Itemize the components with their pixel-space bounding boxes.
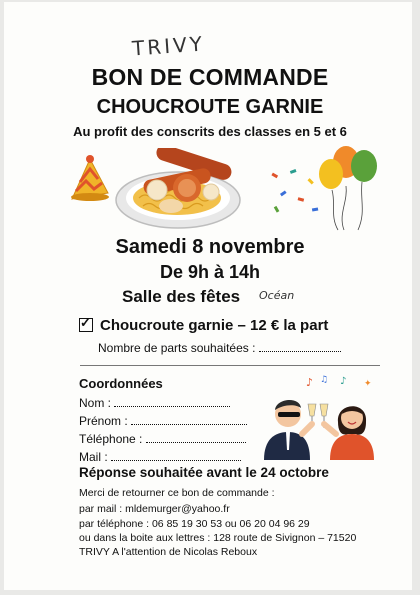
- name-field[interactable]: [79, 396, 230, 410]
- reply-line-3: par téléphone : 06 85 19 30 53 ou 06 20 04 96 29: [79, 518, 310, 530]
- tagline: Au profit des conscrits des classes en 5 et 6: [73, 124, 347, 139]
- toasting-couple-icon: [256, 374, 386, 460]
- event-hours: De 9h à 14h: [159, 262, 261, 282]
- parts-input-line[interactable]: [259, 351, 341, 352]
- reply-line-2: par mail : mldemurger@yahoo.fr: [79, 503, 230, 515]
- name-label: Nom :: [79, 396, 112, 410]
- reply-heading: Réponse souhaitée avant le 24 octobre: [79, 465, 329, 480]
- svg-text:♫: ♫: [320, 375, 329, 385]
- mail-label: Mail :: [79, 450, 108, 464]
- firstname-field[interactable]: [79, 414, 247, 428]
- reply-line-1: Merci de retourner ce bon de commande :: [79, 487, 275, 499]
- parts-label: Nombre de parts souhaitées :: [98, 341, 256, 355]
- parts-field[interactable]: [98, 341, 341, 355]
- firstname-label: Prénom :: [79, 414, 128, 428]
- svg-text:✦: ✦: [364, 379, 372, 389]
- page-subtitle: CHOUCROUTE GARNIE: [96, 96, 324, 118]
- choucroute-plate-icon: [113, 148, 243, 232]
- reply-line-4: ou dans la boite aux lettres : 128 route de Sivignon – 71520: [79, 532, 357, 544]
- handwritten-town: TRIVY: [131, 31, 206, 61]
- page-title: BON DE COMMANDE: [91, 64, 329, 90]
- svg-text:♪: ♪: [306, 376, 314, 389]
- check-icon: ✓: [80, 315, 91, 330]
- mail-input-line[interactable]: [111, 460, 241, 461]
- divider: [80, 365, 380, 366]
- handwritten-place: Océan: [259, 289, 295, 302]
- event-date: Samedi 8 novembre: [115, 236, 305, 258]
- party-hat-icon: [66, 155, 112, 205]
- mail-field[interactable]: [79, 450, 241, 464]
- phone-input-line[interactable]: [146, 442, 246, 443]
- contact-heading: Coordonnées: [79, 376, 163, 391]
- phone-field[interactable]: [79, 432, 246, 446]
- event-place: Salle des fêtes: [122, 287, 241, 306]
- balloons-icon: [316, 142, 386, 232]
- order-checkbox[interactable]: [79, 315, 93, 332]
- reply-line-5: TRIVY A l'attention de Nicolas Reboux: [79, 546, 258, 558]
- confetti-icon: [268, 168, 324, 218]
- phone-label: Téléphone :: [79, 432, 143, 446]
- firstname-input-line[interactable]: [131, 424, 247, 425]
- svg-text:♪: ♪: [340, 376, 347, 387]
- name-input-line[interactable]: [114, 406, 230, 407]
- order-item: Choucroute garnie – 12 € la part: [100, 317, 329, 334]
